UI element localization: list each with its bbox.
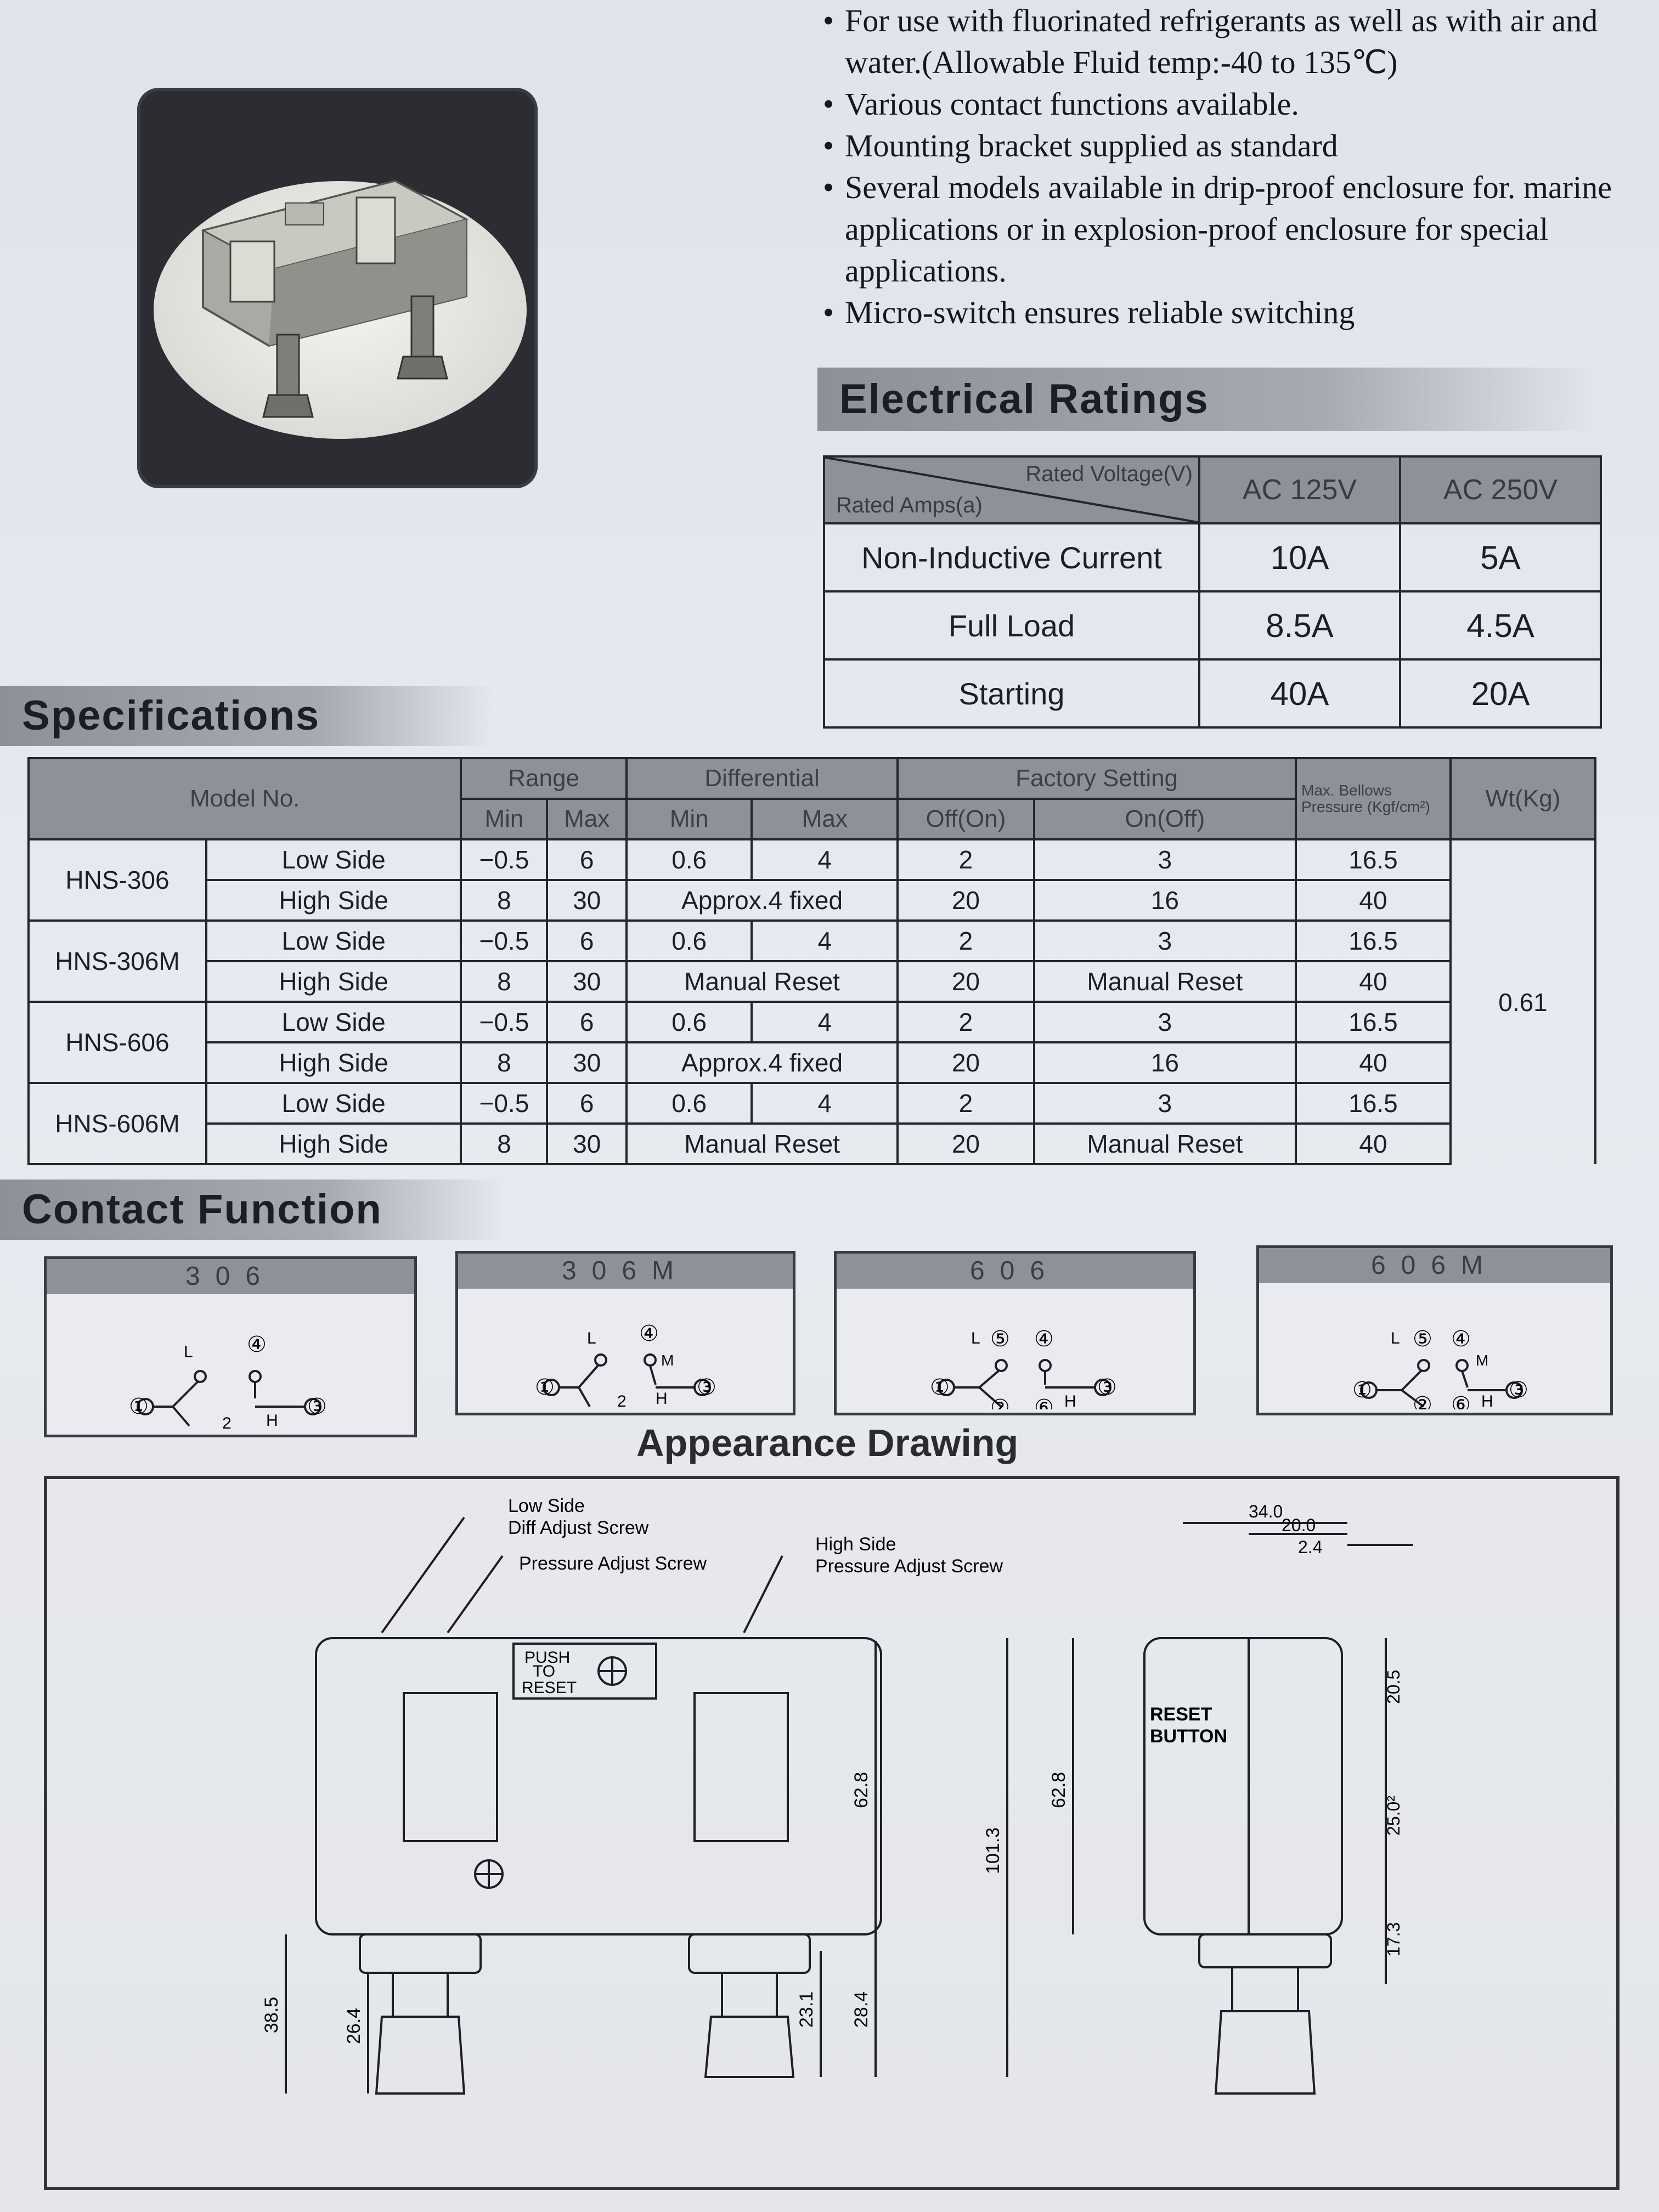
range-max: 6: [547, 1002, 626, 1042]
range-min: 8: [461, 1042, 547, 1083]
dim-101-3: 101.3: [983, 1827, 1003, 1874]
push-label: PUSH: [524, 1649, 571, 1667]
label-M: M: [661, 1352, 674, 1369]
diff-value: Manual Reset: [627, 1124, 898, 1164]
cell-value: 20A: [1400, 659, 1601, 727]
bellows-value: 16.5: [1296, 921, 1451, 961]
terminal-4: ④: [639, 1322, 659, 1346]
pressure-switch-image: [137, 88, 538, 488]
diff-value: Approx.4 fixed: [627, 880, 898, 921]
dim-62-8-side: 62.8: [1048, 1771, 1069, 1808]
range-header: Range: [461, 758, 627, 799]
range-max: 30: [547, 961, 626, 1002]
dim-28-4: 28.4: [851, 1991, 872, 2028]
diff-value: Manual Reset: [627, 961, 898, 1002]
on-off-value: Manual Reset: [1034, 1124, 1296, 1164]
cell-value: 4.5A: [1400, 591, 1601, 659]
row-label: Non-Inductive Current: [824, 523, 1199, 591]
reset-label: RESET: [522, 1679, 577, 1697]
diff-max: 4: [752, 1002, 898, 1042]
voltage-125-header: AC 125V: [1199, 456, 1400, 523]
range-min: 8: [461, 961, 547, 1002]
model-name: HNS-606M: [29, 1083, 206, 1164]
label-H: H: [1064, 1392, 1076, 1409]
label-H: H: [656, 1390, 668, 1408]
model-name: HNS-306: [29, 839, 206, 921]
terminal-3: ③: [307, 1395, 327, 1419]
terminal-1: ①: [930, 1375, 950, 1400]
diff-min: 0.6: [627, 1083, 752, 1124]
off-on-value: 20: [898, 961, 1034, 1002]
off-on-value: 2: [898, 1083, 1034, 1124]
range-max: 30: [547, 1124, 626, 1164]
side-label: High Side: [206, 1042, 461, 1083]
pressure-adjust-label: Pressure Adjust Screw: [519, 1553, 707, 1574]
terminal-4: ④: [1034, 1327, 1054, 1351]
side-label: High Side: [206, 880, 461, 921]
dim-20-5: 20.5: [1384, 1669, 1403, 1704]
weight-value: 0.61: [1451, 839, 1595, 1164]
on-off-value: 16: [1034, 1042, 1296, 1083]
off-on-value: 20: [898, 1042, 1034, 1083]
contact-diagram-606m: [1259, 1283, 1610, 1409]
label-L: L: [184, 1343, 193, 1361]
diff-max: 4: [752, 839, 898, 880]
diff-min: 0.6: [627, 839, 752, 880]
side-label: Low Side: [206, 1083, 461, 1124]
diff-max-header: Max: [752, 799, 898, 839]
bellows-value: 40: [1296, 961, 1451, 1002]
feature-item: • Various contact functions available.: [812, 83, 1635, 125]
contact-box-title: 306: [47, 1259, 414, 1294]
weight-header: Wt(Kg): [1451, 758, 1595, 839]
dim-34-0: 34.0: [1249, 1502, 1283, 1521]
dim-38-5: 38.5: [261, 1996, 282, 2033]
electrical-ratings-header: Electrical Ratings: [817, 368, 1596, 431]
label-H: H: [1481, 1392, 1493, 1409]
feature-item: • For use with fluorinated refrigerants as well as with air and water.(Allowable Fluid temp:-40 to 135℃): [812, 0, 1635, 83]
rated-voltage-label: Rated Voltage(V): [1025, 462, 1193, 486]
off-on-value: 20: [898, 1124, 1034, 1164]
feature-list: [812, 0, 1635, 334]
range-max: 6: [547, 921, 626, 961]
cell-value: 40A: [1199, 659, 1400, 727]
contact-box-306m: [455, 1251, 795, 1415]
contact-box-306: [44, 1256, 417, 1437]
row-label: Full Load: [824, 591, 1199, 659]
terminal-4: ④: [1451, 1327, 1471, 1351]
feature-item: • Micro-switch ensures reliable switching: [812, 292, 1635, 334]
range-min: −0.5: [461, 839, 547, 880]
diff-adjust-label: Diff Adjust Screw: [508, 1517, 649, 1538]
contact-box-title: 606M: [1259, 1248, 1610, 1283]
terminal-3: ③: [697, 1375, 716, 1400]
feature-item: • Several models available in drip-proof enclosure for. marine applications or in explosion-proof enclosure for special applications.: [812, 167, 1635, 292]
reset-button-label-1: RESET: [1150, 1704, 1212, 1725]
label-L: L: [587, 1329, 596, 1347]
bellows-value: 16.5: [1296, 1083, 1451, 1124]
range-min: 8: [461, 1124, 547, 1164]
label-H: H: [266, 1412, 278, 1430]
on-off-value: Manual Reset: [1034, 961, 1296, 1002]
specifications-table: [27, 757, 1596, 1165]
dim-26-4: 26.4: [343, 2007, 364, 2044]
model-name: HNS-306M: [29, 921, 206, 1002]
on-off-value: 3: [1034, 921, 1296, 961]
terminal-1: ①: [535, 1375, 555, 1400]
range-min: −0.5: [461, 1083, 547, 1124]
contact-box-title: 606: [837, 1254, 1193, 1289]
range-min: −0.5: [461, 921, 547, 961]
terminal-1: ①: [1352, 1378, 1372, 1402]
on-off-value: 16: [1034, 880, 1296, 921]
voltage-250-header: AC 250V: [1400, 456, 1601, 523]
off-on-value: 2: [898, 839, 1034, 880]
appearance-drawing: [44, 1476, 1620, 2190]
contact-function-header: Contact Function: [0, 1180, 505, 1240]
dim-25-0: 25.0²: [1384, 1796, 1403, 1836]
off-on-value: 2: [898, 1002, 1034, 1042]
off-on-value: 20: [898, 880, 1034, 921]
range-max: 6: [547, 839, 626, 880]
reset-button-label-2: BUTTON: [1150, 1726, 1228, 1747]
row-label: Starting: [824, 659, 1199, 727]
side-label: Low Side: [206, 1002, 461, 1042]
contact-diagram-306: [47, 1294, 414, 1431]
range-min-header: Min: [461, 799, 547, 839]
diff-max: 4: [752, 1083, 898, 1124]
range-min: 8: [461, 880, 547, 921]
differential-header: Differential: [627, 758, 898, 799]
label-2: 2: [617, 1392, 627, 1409]
appearance-drawing-title: Appearance Drawing: [636, 1421, 1019, 1464]
high-side-label: High Side: [815, 1534, 896, 1555]
side-label: High Side: [206, 961, 461, 1002]
corner-header: [824, 456, 1199, 523]
on-off-value: 3: [1034, 1083, 1296, 1124]
dim-17-3: 17.3: [1384, 1922, 1403, 1956]
terminal-2: ②: [990, 1396, 1010, 1409]
rated-amps-label: Rated Amps(a): [836, 493, 983, 517]
electrical-ratings-table: [823, 455, 1602, 729]
off-on-value: 2: [898, 921, 1034, 961]
contact-box-606: [834, 1251, 1196, 1415]
on-off-value: 3: [1034, 1002, 1296, 1042]
side-label: Low Side: [206, 921, 461, 961]
terminal-5: ⑤: [1413, 1327, 1432, 1351]
label-2: 2: [222, 1414, 232, 1431]
dim-62-8: 62.8: [851, 1771, 872, 1808]
label-L: L: [971, 1329, 980, 1347]
contact-box-606m: [1256, 1245, 1613, 1415]
label-L: L: [1391, 1329, 1400, 1347]
terminal-5: ⑤: [990, 1327, 1010, 1351]
diff-max: 4: [752, 921, 898, 961]
to-label: TO: [533, 1662, 556, 1680]
range-min: −0.5: [461, 1002, 547, 1042]
dim-23-1: 23.1: [796, 1991, 817, 2028]
low-side-label: Low Side: [508, 1496, 585, 1516]
technical-drawing: [47, 1479, 1616, 2187]
model-name: HNS-606: [29, 1002, 206, 1083]
bellows-value: 40: [1296, 1124, 1451, 1164]
bellows-value: 16.5: [1296, 839, 1451, 880]
contact-box-title: 306M: [458, 1254, 793, 1289]
cell-value: 5A: [1400, 523, 1601, 591]
terminal-3: ③: [1509, 1378, 1528, 1402]
terminal-1: ①: [129, 1395, 149, 1419]
factory-setting-header: Factory Setting: [898, 758, 1296, 799]
label-M: M: [1476, 1352, 1489, 1369]
cell-value: 8.5A: [1199, 591, 1400, 659]
bellows-value: 40: [1296, 880, 1451, 921]
feature-item: • Mounting bracket supplied as standard: [812, 125, 1635, 167]
dim-20-0: 20.0: [1282, 1515, 1316, 1535]
on-off-value: 3: [1034, 839, 1296, 880]
dim-2-4: 2.4: [1298, 1537, 1323, 1557]
terminal-6: ⑥: [1451, 1393, 1471, 1409]
contact-diagram-306m: [458, 1289, 793, 1409]
on-off-header: On(Off): [1034, 799, 1296, 839]
specifications-header: Specifications: [0, 686, 494, 746]
cell-value: 10A: [1199, 523, 1400, 591]
range-max-header: Max: [547, 799, 626, 839]
bellows-value: 40: [1296, 1042, 1451, 1083]
bellows-value: 16.5: [1296, 1002, 1451, 1042]
contact-diagram-606: [837, 1289, 1193, 1409]
bellows-header: Max. Bellows Pressure (Kgf/cm²): [1296, 758, 1451, 839]
range-max: 6: [547, 1083, 626, 1124]
diff-value: Approx.4 fixed: [627, 1042, 898, 1083]
side-label: Low Side: [206, 839, 461, 880]
range-max: 30: [547, 1042, 626, 1083]
side-label: High Side: [206, 1124, 461, 1164]
off-on-header: Off(On): [898, 799, 1034, 839]
diff-min: 0.6: [627, 1002, 752, 1042]
diff-min-header: Min: [627, 799, 752, 839]
diff-min: 0.6: [627, 921, 752, 961]
terminal-6: ⑥: [1034, 1396, 1054, 1409]
range-max: 30: [547, 880, 626, 921]
product-photo: [137, 88, 538, 488]
terminal-3: ③: [1097, 1375, 1117, 1400]
high-pressure-adjust-label: Pressure Adjust Screw: [815, 1556, 1003, 1577]
model-header: Model No.: [29, 758, 461, 839]
terminal-4: ④: [247, 1333, 267, 1357]
terminal-2: ②: [1413, 1393, 1432, 1409]
